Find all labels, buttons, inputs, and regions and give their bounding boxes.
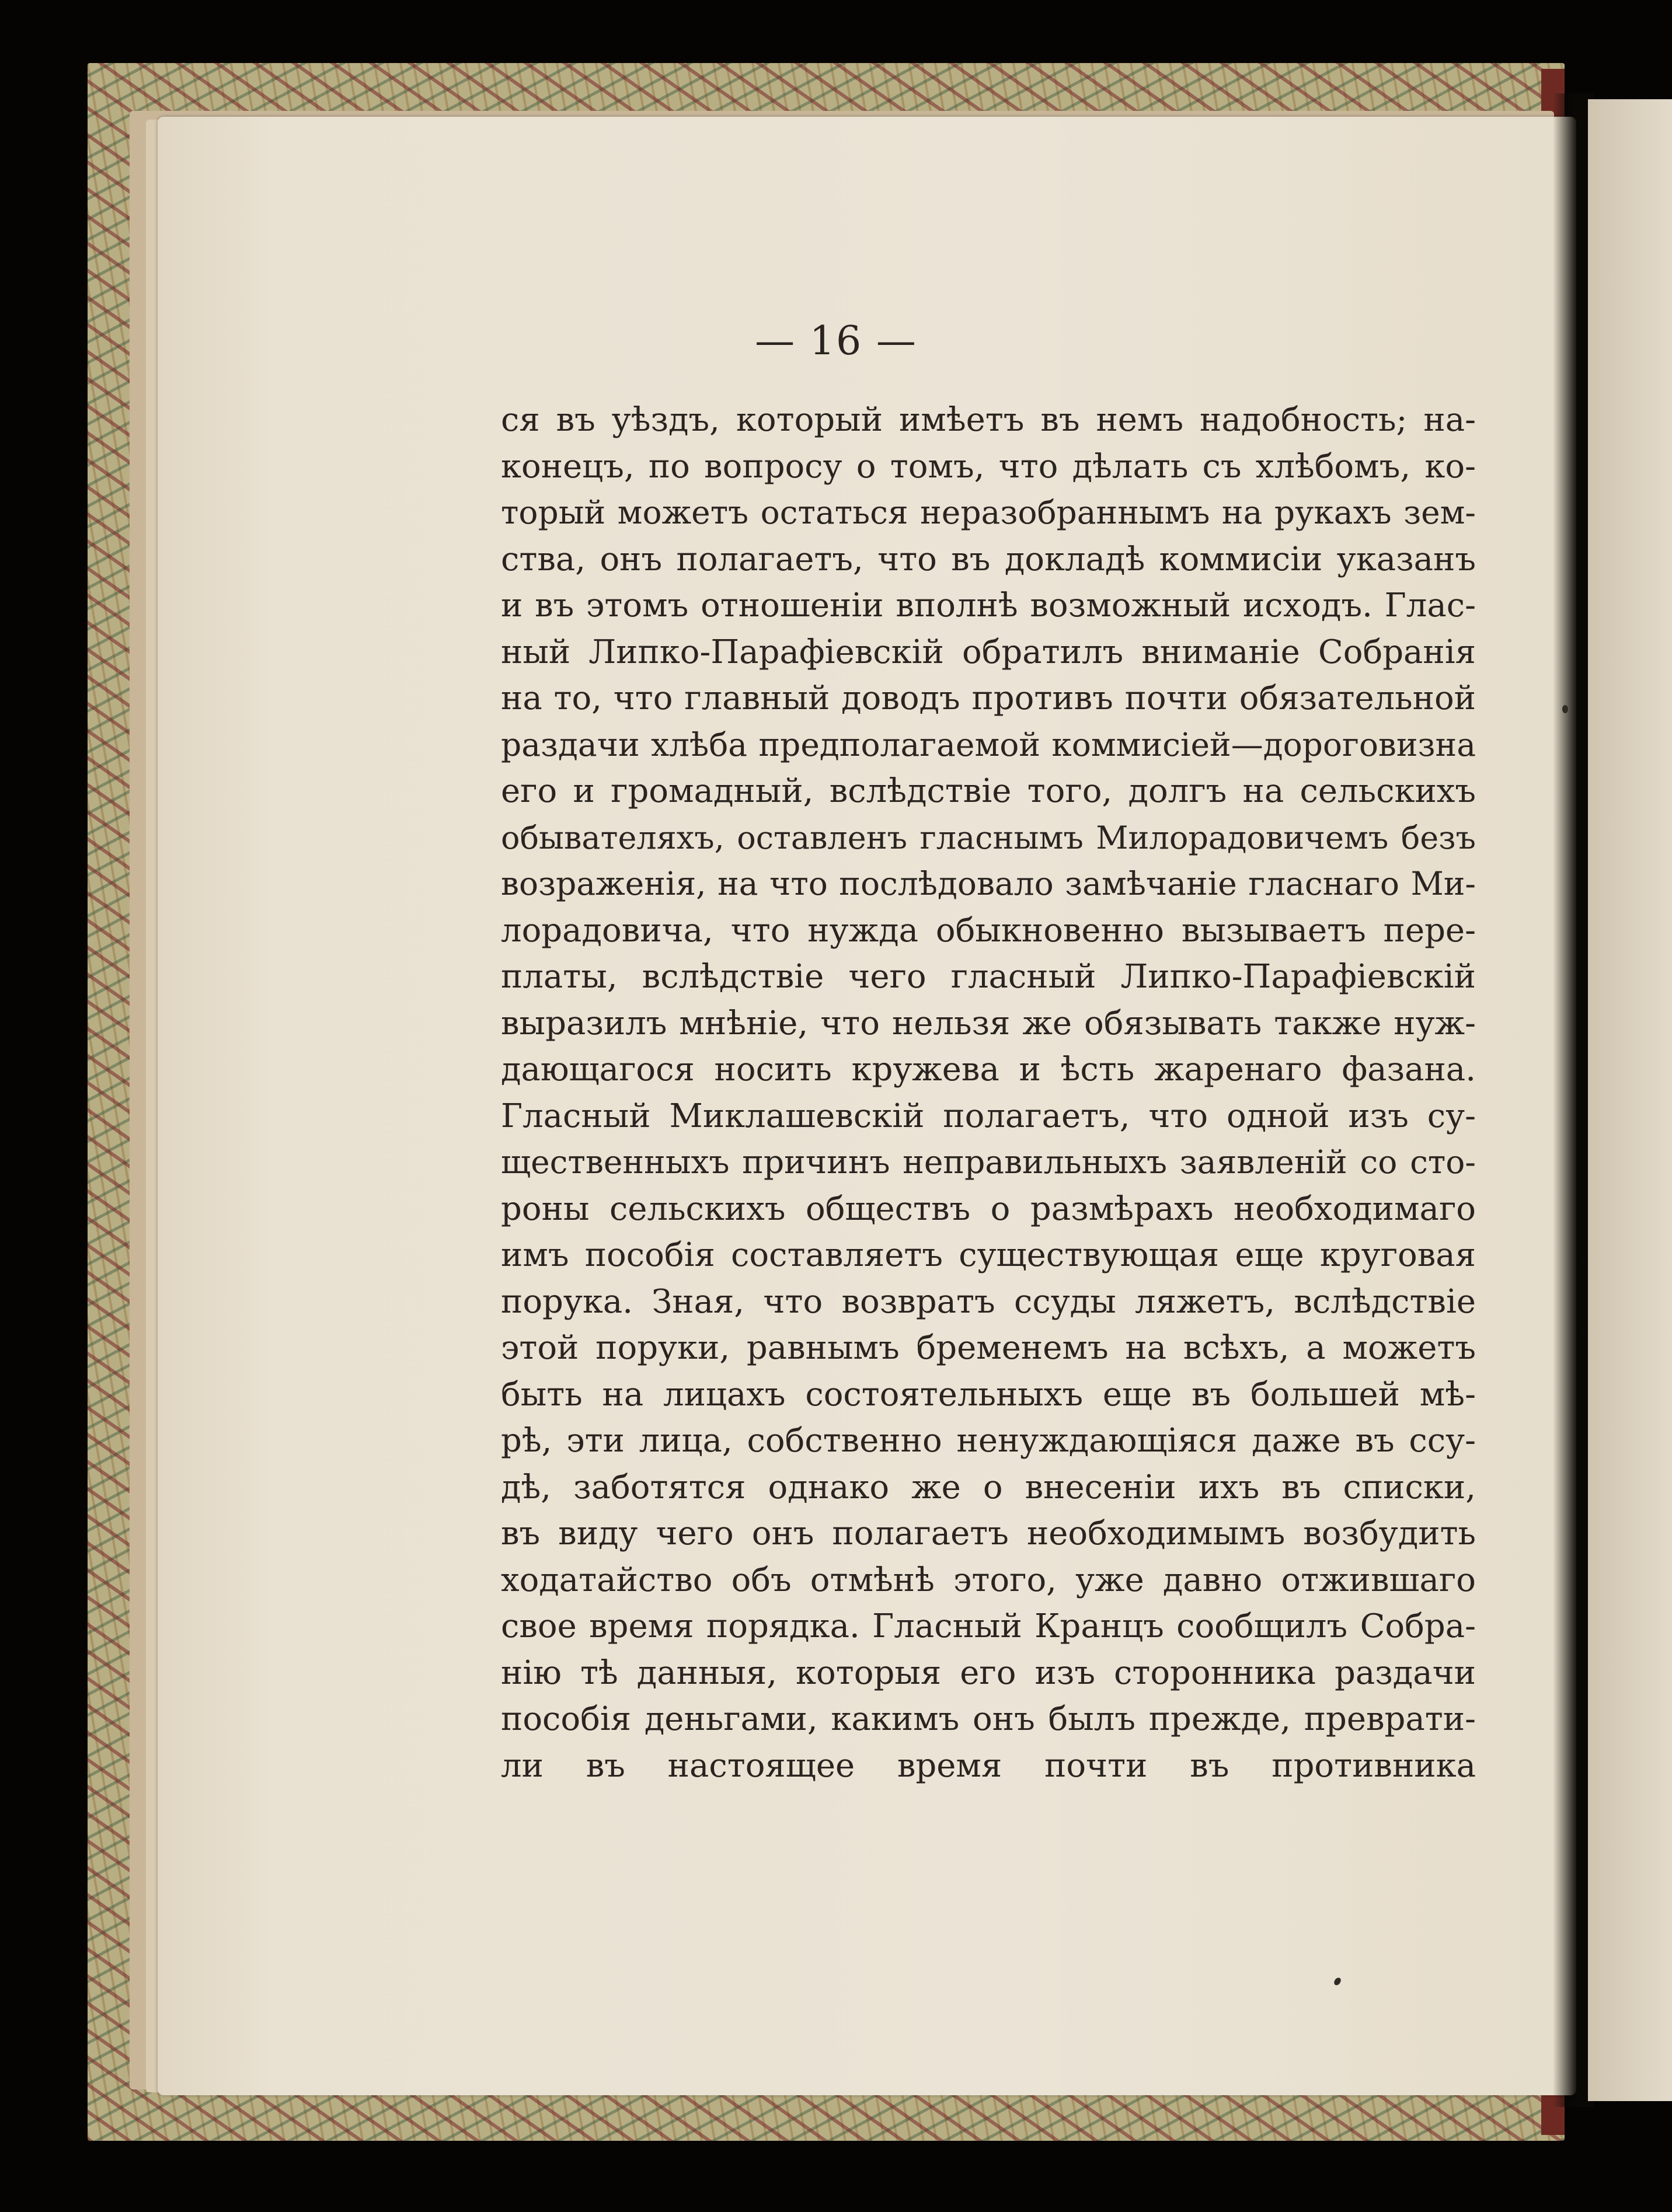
text-line: выразилъ мнѣніе, что нельзя же обязывать также нуж- [501,1004,1476,1042]
text-line: рѣ, эти лица, собственно ненуждающіяся даже въ ссу- [501,1422,1476,1460]
text-line: имъ пособія составляетъ существующая еще круговая [501,1236,1476,1274]
text-line: лорадовича, что нужда обыкновенно вызываетъ пере- [501,911,1476,950]
facing-page-edge [1588,99,1672,2101]
text-line: и въ этомъ отношеніи вполнѣ возможный исходъ. Глас- [501,587,1476,624]
text-line: пособія деньгами, какимъ онъ былъ прежде, преврати- [501,1700,1476,1738]
text-line: ный Липко-Парафіевскій обратилъ вниманіе Собранія [501,633,1476,671]
text-line: ли въ настоящее время почти въ противника [501,1746,1476,1785]
text-line: дающагося носить кружева и ѣсть жаренаго фазана. [501,1051,1476,1088]
text-line: возраженія, на что послѣдовало замѣчаніе гласнаго Ми- [501,865,1476,902]
text-line: обывателяхъ, оставленъ гласнымъ Милорадовичемъ безъ [501,819,1476,856]
text-line: свое время порядка. Гласный Кранцъ сообщилъ Собра- [501,1607,1476,1645]
text-line: порука. Зная, что возвратъ ссуды ляжетъ, вслѣдствіе [501,1282,1476,1321]
text-line: нію тѣ данныя, которыя его изъ сторонника раздачи [501,1653,1476,1692]
text-line: ся въ уѣздъ, который имѣетъ въ немъ надобность; на- [501,401,1476,439]
text-line: этой поруки, равнымъ бременемъ на всѣхъ, а можетъ [501,1329,1476,1367]
text-line: конецъ, по вопросу о томъ, что дѣлать съ хлѣбомъ, ко- [501,447,1476,486]
text-line: ства, онъ полагаетъ, что въ докладѣ коммисіи указанъ [501,540,1476,578]
text-line: быть на лицахъ состоятельныхъ еще въ большей мѣ- [501,1375,1476,1414]
text-line: на то, что главный доводъ противъ почти обязательной [501,679,1476,717]
text-line: Гласный Миклашевскій полагаетъ, что одной изъ су- [501,1097,1476,1135]
text-line: дѣ, заботятся однако же о внесеніи ихъ въ списки, [501,1468,1476,1506]
text-line: щественныхъ причинъ неправильныхъ заявленій со сто- [501,1143,1476,1181]
text-line: раздачи хлѣба предполагаемой коммисіей—дороговизна [501,725,1476,763]
text-line: ходатайство объ отмѣнѣ этого, уже давно отжившаго [501,1561,1476,1599]
text-line: торый можетъ остаться неразобраннымъ на рукахъ зем- [501,494,1476,531]
page-number: — 16 — [755,318,917,364]
text-line: его и громадный, вслѣдствіе того, долгъ на сельскихъ [501,772,1476,810]
text-line: платы, вслѣдствіе чего гласный Липко-Парафіевскій [501,958,1476,996]
page-body-text [501,397,1476,1789]
text-line: роны сельскихъ обществъ о размѣрахъ необходимаго [501,1189,1476,1228]
ink-speck [1562,705,1568,713]
text-line: въ виду чего онъ полагаетъ необходимымъ возбудить [501,1515,1476,1552]
